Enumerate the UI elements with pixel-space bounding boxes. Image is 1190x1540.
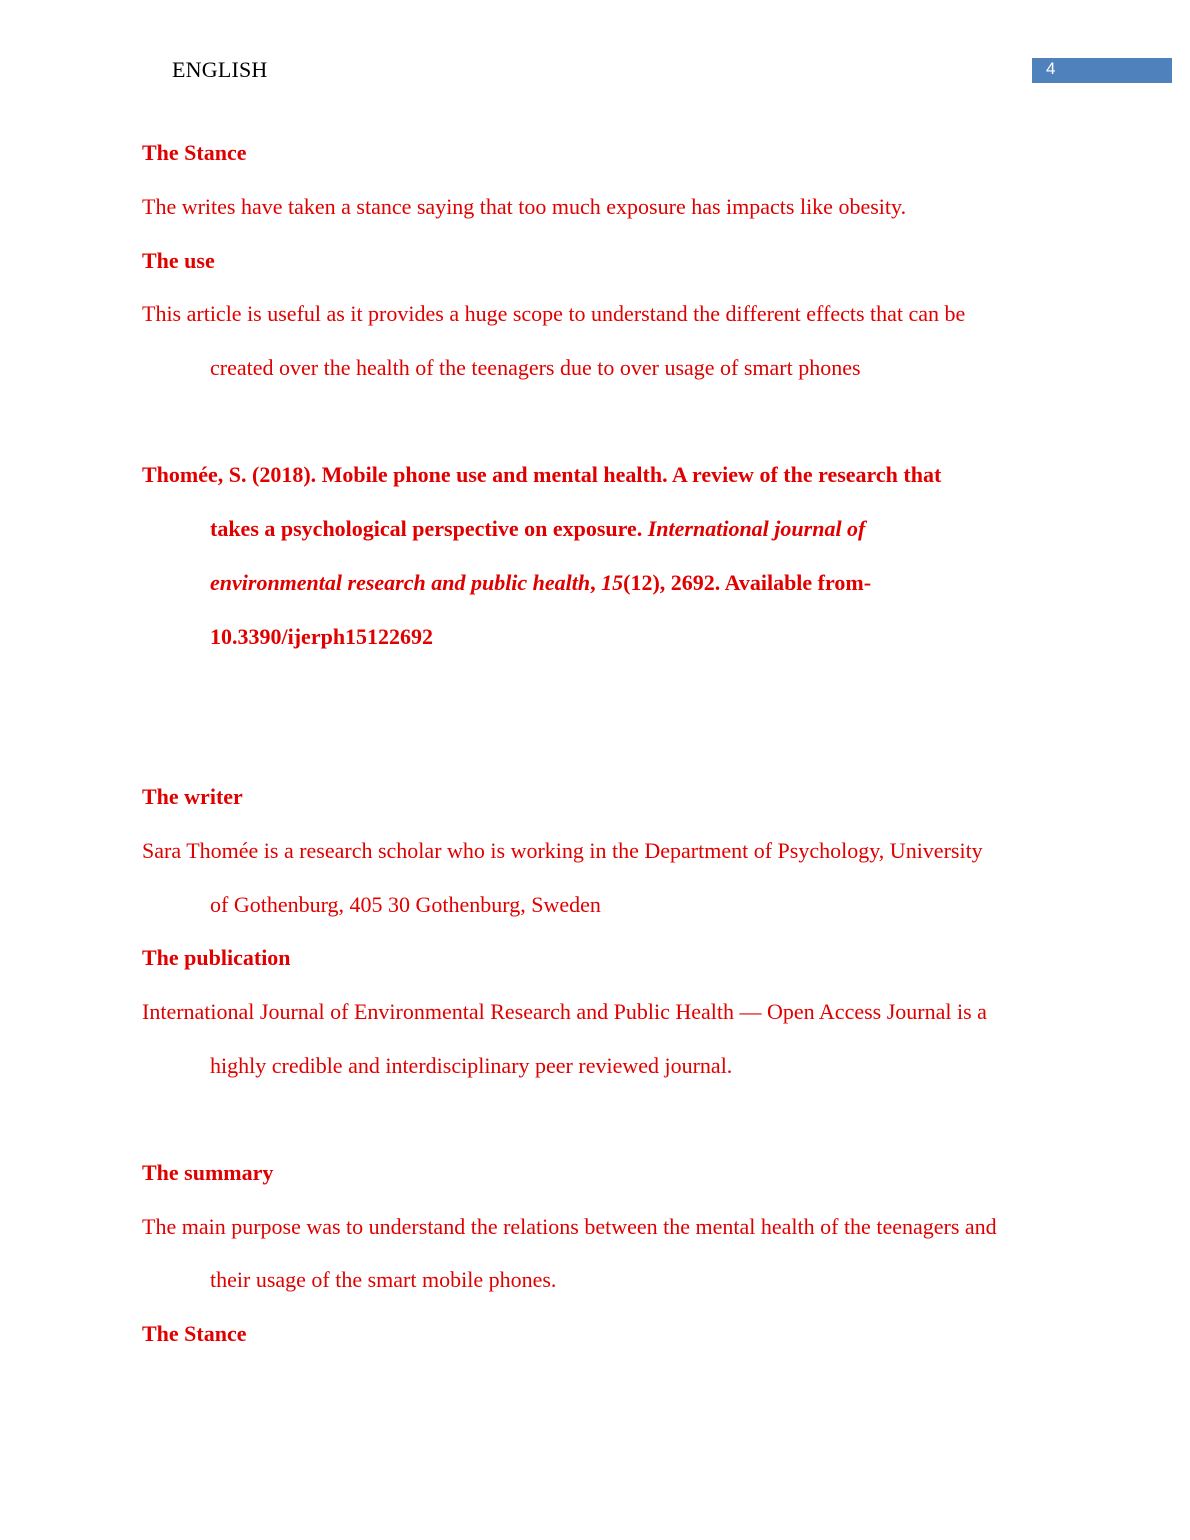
running-head: ENGLISH	[172, 57, 268, 82]
writer-text-line1: Sara Thomée is a research scholar who is working in the Department of Psychology, University	[142, 838, 983, 863]
use-text-line2: created over the health of the teenagers due to over usage of smart phones	[210, 355, 861, 380]
citation-line1: Thomée, S. (2018). Mobile phone use and mental health. A review of the research that	[142, 462, 942, 487]
summary-text-line1: The main purpose was to understand the relations between the mental health of the teenagers and	[142, 1214, 997, 1239]
page-number-box	[1032, 58, 1172, 83]
publication-heading: The publication	[142, 945, 291, 970]
citation-line3	[210, 568, 871, 598]
citation-doi: 10.3390/ijerph15122692	[210, 624, 434, 649]
citation-issue-pages: (12), 2692. Available from-	[623, 570, 872, 595]
citation-comma: ,	[590, 570, 602, 595]
stance-heading: The Stance	[142, 140, 247, 165]
page-header	[0, 56, 1190, 86]
citation-volume: 15	[601, 570, 624, 595]
citation-title-end: takes a psychological perspective on exposure.	[210, 516, 648, 541]
page-number: 4	[1046, 59, 1056, 78]
use-heading: The use	[142, 248, 215, 273]
writer-heading: The writer	[142, 784, 243, 809]
citation-line2	[210, 514, 865, 544]
stance-text: The writes have taken a stance saying that too much exposure has impacts like obesity.	[142, 194, 907, 219]
publication-text-line1: International Journal of Environmental Research and Public Health — Open Access Journal is a	[142, 999, 987, 1024]
summary-heading: The summary	[142, 1160, 274, 1185]
summary-text-line2: their usage of the smart mobile phones.	[210, 1267, 557, 1292]
citation-journal-end: environmental research and public health	[210, 570, 591, 595]
citation-journal-start: International journal of	[647, 516, 866, 541]
stance-heading-2: The Stance	[142, 1321, 247, 1346]
use-text-line1: This article is useful as it provides a huge scope to understand the different effects that can be	[142, 301, 966, 326]
publication-text-line2: highly credible and interdisciplinary peer reviewed journal.	[210, 1053, 733, 1078]
writer-text-line2: of Gothenburg, 405 30 Gothenburg, Sweden	[210, 892, 601, 917]
